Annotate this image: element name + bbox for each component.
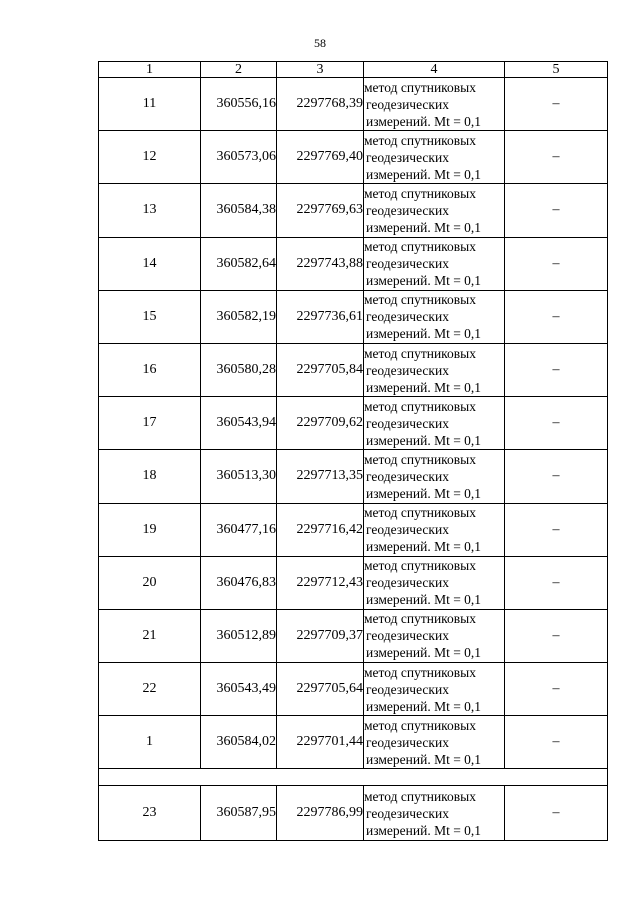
table-row: [99, 503, 608, 556]
point-number-cell: 1: [99, 716, 201, 769]
y-coordinate-cell: 2297716,42: [277, 503, 364, 556]
method-cell: [364, 716, 505, 769]
note-cell: –: [505, 397, 608, 450]
note-cell: –: [505, 343, 608, 396]
note-cell: –: [505, 609, 608, 662]
y-coordinate-cell: 2297712,43: [277, 556, 364, 609]
table-row: [99, 450, 608, 503]
point-number-cell: 12: [99, 131, 201, 184]
method-cell: [364, 237, 505, 290]
method-cell: [364, 290, 505, 343]
table-row: [99, 786, 608, 841]
method-text-line: измерений. Mt = 0,1: [366, 273, 482, 289]
note-cell: –: [505, 290, 608, 343]
table-row: [99, 397, 608, 450]
note-cell: –: [505, 450, 608, 503]
x-coordinate-cell: 360580,28: [201, 343, 277, 396]
note-cell: –: [505, 184, 608, 237]
y-coordinate-cell: 2297709,37: [277, 609, 364, 662]
method-text-line: измерений. Mt = 0,1: [366, 539, 482, 555]
header-col-5: 5: [505, 62, 608, 78]
method-cell: [364, 450, 505, 503]
method-text-line: измерений. Mt = 0,1: [366, 485, 482, 501]
method-text-line: измерений. Mt = 0,1: [366, 592, 482, 608]
table-row: [99, 556, 608, 609]
method-text-line: метод спутниковых: [364, 558, 476, 574]
method-text-line: метод спутниковых: [364, 345, 476, 361]
point-number-cell: 20: [99, 556, 201, 609]
note-cell: –: [505, 556, 608, 609]
method-text-line: геодезических: [366, 575, 449, 591]
method-cell: [364, 503, 505, 556]
method-cell: [364, 663, 505, 716]
method-text-line: метод спутниковых: [364, 611, 476, 627]
method-cell: [364, 786, 505, 841]
method-text-line: измерений. Mt = 0,1: [366, 326, 482, 342]
y-coordinate-cell: 2297713,35: [277, 450, 364, 503]
point-number-cell: 15: [99, 290, 201, 343]
method-text-line: геодезических: [366, 805, 449, 821]
x-coordinate-cell: 360584,38: [201, 184, 277, 237]
table-header-row: [99, 62, 608, 78]
page-number: 58: [314, 36, 326, 50]
y-coordinate-cell: 2297743,88: [277, 237, 364, 290]
header-col-2: 2: [201, 62, 277, 78]
x-coordinate-cell: 360513,30: [201, 450, 277, 503]
method-text-line: геодезических: [366, 362, 449, 378]
note-cell: –: [505, 78, 608, 131]
method-text-line: метод спутниковых: [364, 185, 476, 201]
method-text-line: измерений. Mt = 0,1: [366, 698, 482, 714]
coordinates-table: [98, 61, 608, 841]
method-text-line: метод спутниковых: [364, 398, 476, 414]
x-coordinate-cell: 360543,49: [201, 663, 277, 716]
method-text-line: измерений. Mt = 0,1: [366, 113, 482, 129]
table-row: [99, 78, 608, 131]
point-number-cell: 13: [99, 184, 201, 237]
x-coordinate-cell: 360477,16: [201, 503, 277, 556]
y-coordinate-cell: 2297709,62: [277, 397, 364, 450]
point-number-cell: 21: [99, 609, 201, 662]
method-cell: [364, 131, 505, 184]
method-text-line: измерений. Mt = 0,1: [366, 379, 482, 395]
x-coordinate-cell: 360543,94: [201, 397, 277, 450]
method-text-line: метод спутниковых: [364, 664, 476, 680]
method-cell: [364, 609, 505, 662]
method-text-line: геодезических: [366, 628, 449, 644]
table-row: [99, 290, 608, 343]
table-row: [99, 343, 608, 396]
method-text-line: геодезических: [366, 415, 449, 431]
x-coordinate-cell: 360582,19: [201, 290, 277, 343]
method-text-line: измерений. Mt = 0,1: [366, 822, 482, 838]
point-number-cell: 18: [99, 450, 201, 503]
method-text-line: измерений. Mt = 0,1: [366, 219, 482, 235]
method-text-line: геодезических: [366, 681, 449, 697]
y-coordinate-cell: 2297786,99: [277, 786, 364, 841]
table-row: [99, 609, 608, 662]
method-text-line: измерений. Mt = 0,1: [366, 432, 482, 448]
point-number-cell: 23: [99, 786, 201, 841]
contour-separator-row: [99, 769, 608, 786]
header-col-4: 4: [364, 62, 505, 78]
method-text-line: измерений. Mt = 0,1: [366, 166, 482, 182]
note-cell: –: [505, 131, 608, 184]
method-text-line: измерений. Mt = 0,1: [366, 751, 482, 767]
method-text-line: геодезических: [366, 256, 449, 272]
header-col-3: 3: [277, 62, 364, 78]
method-text-line: метод спутниковых: [364, 79, 476, 95]
method-text-line: метод спутниковых: [364, 132, 476, 148]
method-text-line: геодезических: [366, 96, 449, 112]
method-text-line: измерений. Mt = 0,1: [366, 645, 482, 661]
contour-separator-cell: [99, 769, 608, 786]
point-number-cell: 19: [99, 503, 201, 556]
method-text-line: геодезических: [366, 522, 449, 538]
method-cell: [364, 184, 505, 237]
table-row: [99, 716, 608, 769]
method-text-line: метод спутниковых: [364, 292, 476, 308]
point-number-cell: 17: [99, 397, 201, 450]
x-coordinate-cell: 360512,89: [201, 609, 277, 662]
point-number-cell: 11: [99, 78, 201, 131]
table-row: [99, 237, 608, 290]
table-row: [99, 184, 608, 237]
note-cell: –: [505, 237, 608, 290]
table-row: [99, 131, 608, 184]
y-coordinate-cell: 2297705,84: [277, 343, 364, 396]
method-cell: [364, 78, 505, 131]
y-coordinate-cell: 2297736,61: [277, 290, 364, 343]
method-cell: [364, 343, 505, 396]
method-text-line: метод спутниковых: [364, 451, 476, 467]
method-text-line: геодезических: [366, 202, 449, 218]
x-coordinate-cell: 360573,06: [201, 131, 277, 184]
method-cell: [364, 556, 505, 609]
method-text-line: геодезических: [366, 309, 449, 325]
x-coordinate-cell: 360584,02: [201, 716, 277, 769]
method-cell: [364, 397, 505, 450]
x-coordinate-cell: 360587,95: [201, 786, 277, 841]
method-text-line: метод спутниковых: [364, 788, 476, 804]
note-cell: –: [505, 503, 608, 556]
note-cell: –: [505, 716, 608, 769]
method-text-line: метод спутниковых: [364, 717, 476, 733]
y-coordinate-cell: 2297705,64: [277, 663, 364, 716]
method-text-line: геодезических: [366, 734, 449, 750]
y-coordinate-cell: 2297701,44: [277, 716, 364, 769]
method-text-line: метод спутниковых: [364, 505, 476, 521]
method-text-line: геодезических: [366, 468, 449, 484]
point-number-cell: 14: [99, 237, 201, 290]
table-row: [99, 663, 608, 716]
header-col-1: 1: [99, 62, 201, 78]
y-coordinate-cell: 2297768,39: [277, 78, 364, 131]
y-coordinate-cell: 2297769,63: [277, 184, 364, 237]
note-cell: –: [505, 786, 608, 841]
point-number-cell: 16: [99, 343, 201, 396]
method-text-line: метод спутниковых: [364, 239, 476, 255]
x-coordinate-cell: 360582,64: [201, 237, 277, 290]
x-coordinate-cell: 360556,16: [201, 78, 277, 131]
table-body: [99, 78, 608, 841]
point-number-cell: 22: [99, 663, 201, 716]
y-coordinate-cell: 2297769,40: [277, 131, 364, 184]
x-coordinate-cell: 360476,83: [201, 556, 277, 609]
note-cell: –: [505, 663, 608, 716]
method-text-line: геодезических: [366, 149, 449, 165]
